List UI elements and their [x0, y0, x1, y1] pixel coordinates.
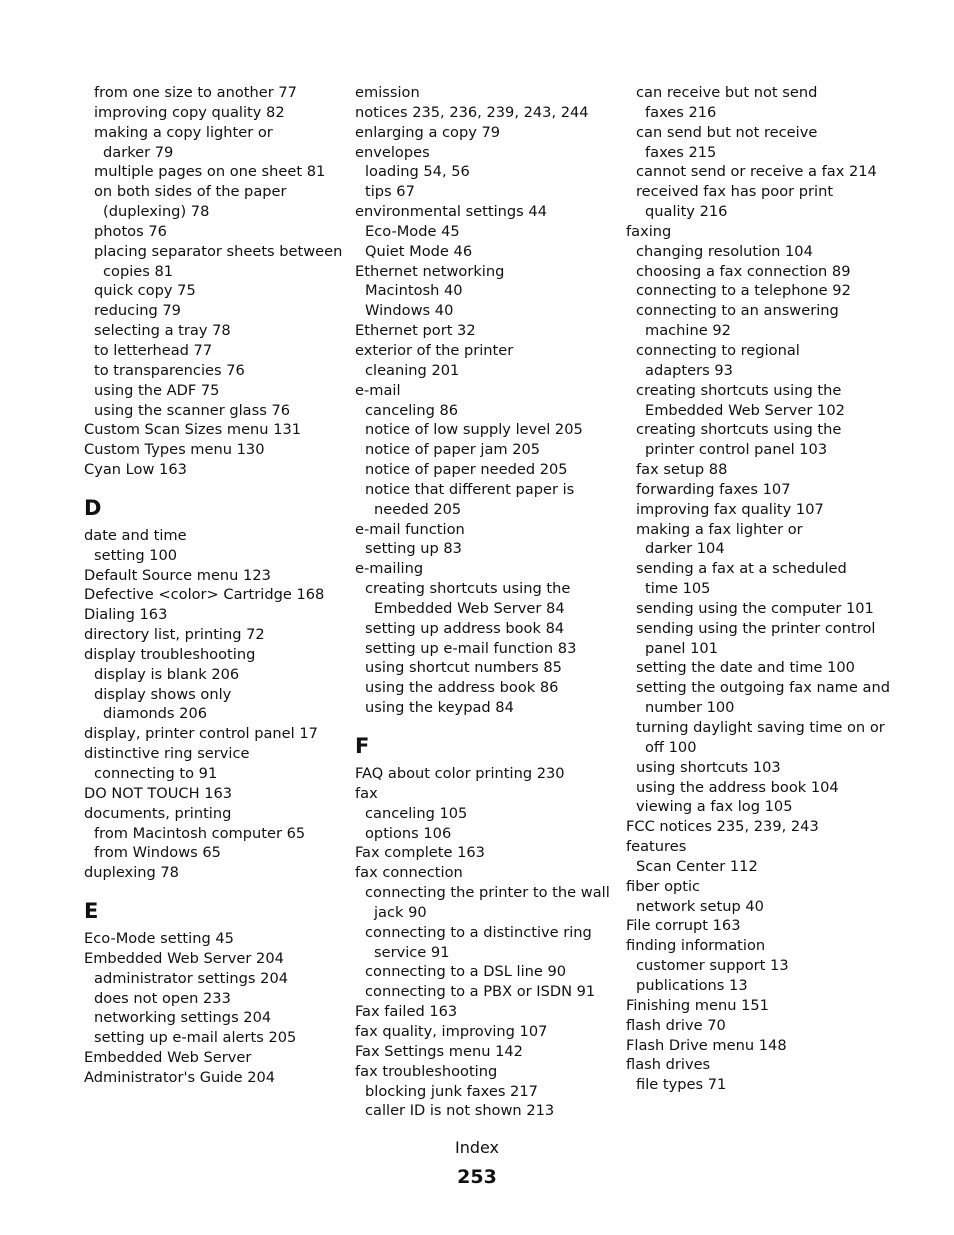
index-entry: Embedded Web Server 204: [84, 949, 284, 967]
index-subentry: choosing a fax connection 89: [636, 262, 851, 280]
index-subentry: cannot send or receive a fax 214: [636, 163, 877, 181]
index-subentry: from Windows 65: [94, 844, 221, 862]
index-subentry: administrator settings 204: [94, 969, 289, 987]
index-letter-heading: E: [84, 899, 99, 924]
index-subentry: notice of paper jam 205: [365, 441, 541, 459]
index-subentry: fax setup 88: [636, 461, 728, 479]
index-subentry: setting up e-mail alerts 205: [94, 1029, 297, 1047]
index-subentry: copies 81: [103, 262, 174, 280]
index-subentry: forwarding faxes 107: [636, 480, 791, 498]
index-subentry: Scan Center 112: [636, 857, 758, 875]
index-subentry: connecting to a PBX or ISDN 91: [365, 983, 596, 1001]
index-subentry: reducing 79: [94, 302, 181, 320]
index-subentry: using shortcut numbers 85: [365, 659, 562, 677]
index-subentry: viewing a fax log 105: [636, 798, 793, 816]
index-subentry: from one size to another 77: [94, 84, 297, 101]
index-subentry: options 106: [365, 824, 452, 842]
index-subentry: caller ID is not shown 213: [365, 1102, 555, 1120]
index-entry: display, printer control panel 17: [84, 725, 318, 743]
index-subentry: machine 92: [645, 322, 731, 340]
index-entry: Ethernet networking: [355, 262, 505, 280]
index-subentry: blocking junk faxes 217: [365, 1082, 538, 1100]
index-subentry: from Macintosh computer 65: [94, 824, 306, 842]
index-entry: Fax Settings menu 142: [355, 1042, 523, 1060]
index-subentry: loading 54, 56: [365, 163, 470, 181]
index-subentry: does not open 233: [94, 989, 231, 1007]
index-subentry: Eco-Mode 45: [365, 222, 460, 240]
index-subentry: changing resolution 104: [636, 242, 813, 260]
index-entry: flash drive 70: [626, 1016, 726, 1034]
index-subentry: adapters 93: [645, 361, 733, 379]
index-letter-heading: F: [355, 734, 370, 758]
index-entry: exterior of the printer: [355, 341, 514, 359]
index-entry: Ethernet port 32: [355, 322, 476, 340]
index-subentry: to transparencies 76: [94, 361, 245, 379]
index-subentry: tips 67: [365, 183, 415, 201]
index-subentry: number 100: [645, 699, 735, 717]
index-entry: Dialing 163: [84, 606, 168, 624]
index-subentry: Embedded Web Server 102: [645, 401, 845, 419]
index-entry: FAQ about color printing 230: [355, 765, 565, 782]
index-subentry: setting 100: [94, 546, 178, 564]
index-entry: e-mail: [355, 381, 401, 399]
index-subentry: connecting the printer to the wall: [365, 884, 610, 902]
index-subentry: connecting to an answering: [636, 302, 839, 320]
index-subentry: can receive but not send: [636, 84, 818, 101]
index-entry: e-mailing: [355, 560, 424, 578]
index-subentry: using the scanner glass 76: [94, 401, 291, 419]
index-subentry: to letterhead 77: [94, 341, 213, 359]
index-entry: Administrator's Guide 204: [84, 1068, 276, 1086]
page-number: 253: [457, 1166, 497, 1188]
index-subentry: notice that different paper is: [365, 480, 575, 498]
index-subentry: Windows 40: [365, 302, 454, 320]
index-subentry: connecting to a distinctive ring: [365, 923, 592, 941]
index-subentry: Quiet Mode 46: [365, 242, 473, 260]
index-subentry: connecting to regional: [636, 341, 800, 359]
index-entry: directory list, printing 72: [84, 626, 265, 644]
index-entry: date and time: [84, 526, 187, 544]
index-entry: Fax failed 163: [355, 1003, 458, 1021]
index-subentry: using the ADF 75: [94, 381, 220, 399]
index-subentry: publications 13: [636, 976, 748, 994]
index-subentry: notice of paper needed 205: [365, 461, 568, 479]
index-subentry: time 105: [645, 580, 711, 598]
index-subentry: setting the outgoing fax name and: [636, 679, 890, 697]
index-subentry: faxes 216: [645, 103, 717, 121]
index-entry: envelopes: [355, 143, 430, 161]
index-subentry: customer support 13: [636, 957, 789, 975]
index-subentry: connecting to a DSL line 90: [365, 963, 567, 981]
index-subentry: placing separator sheets between: [94, 242, 343, 260]
index-entry: documents, printing: [84, 804, 232, 822]
index-subentry: improving fax quality 107: [636, 500, 824, 518]
index-subentry: jack 90: [374, 903, 427, 921]
index-subentry: display shows only: [94, 685, 232, 703]
index-subentry: notice of low supply level 205: [365, 421, 583, 439]
index-subentry: setting up e-mail function 83: [365, 639, 577, 657]
index-subentry: service 91: [374, 943, 450, 961]
index-subentry: printer control panel 103: [645, 441, 828, 459]
index-entry: Cyan Low 163: [84, 461, 187, 479]
index-subentry: using shortcuts 103: [636, 758, 781, 776]
index-subentry: canceling 105: [365, 804, 468, 822]
index-subentry: display is blank 206: [94, 665, 240, 683]
index-entry: finding information: [626, 937, 766, 955]
index-subentry: connecting to 91: [94, 765, 218, 782]
index-subentry: setting the date and time 100: [636, 659, 855, 677]
index-subentry: networking settings 204: [94, 1009, 272, 1027]
index-entry: fax connection: [355, 864, 463, 882]
index-entry: Custom Scan Sizes menu 131: [84, 421, 302, 439]
index-entry: Finishing menu 151: [626, 996, 769, 1014]
index-entry: flash drives: [626, 1056, 711, 1074]
index-subentry: received fax has poor print: [636, 183, 834, 201]
index-subentry: darker 79: [103, 143, 174, 161]
index-column-2: [355, 83, 617, 1121]
index-subentry: cleaning 201: [365, 361, 460, 379]
index-subentry: creating shortcuts using the: [636, 381, 842, 399]
index-entry: Embedded Web Server: [84, 1049, 252, 1067]
index-subentry: using the address book 104: [636, 778, 839, 796]
index-subentry: using the address book 86: [365, 679, 559, 697]
index-entry: Flash Drive menu 148: [626, 1036, 787, 1054]
index-entry: fiber optic: [626, 877, 701, 895]
index-subentry: file types 71: [636, 1076, 727, 1094]
index-subentry: panel 101: [645, 639, 718, 657]
index-entry: e-mail function: [355, 520, 465, 538]
index-subentry: setting up address book 84: [365, 619, 565, 637]
index-subentry: needed 205: [374, 500, 462, 518]
index-subentry: canceling 86: [365, 401, 459, 419]
index-subentry: darker 104: [645, 540, 725, 558]
index-entry: Defective <color> Cartridge 168: [84, 586, 325, 604]
index-entry: fax troubleshooting: [355, 1062, 498, 1080]
index-entry: enlarging a copy 79: [355, 123, 501, 141]
index-subentry: network setup 40: [636, 897, 764, 915]
index-entry: distinctive ring service: [84, 745, 250, 763]
index-entry: Default Source menu 123: [84, 566, 271, 584]
index-subentry: using the keypad 84: [365, 699, 514, 717]
index-subentry: quick copy 75: [94, 282, 196, 300]
index-subentry: sending using the printer control: [636, 619, 876, 637]
index-subentry: can send but not receive: [636, 123, 818, 141]
index-entry: fax: [355, 784, 378, 802]
index-subentry: on both sides of the paper: [94, 183, 287, 201]
index-subentry: connecting to a telephone 92: [636, 282, 851, 300]
index-subentry: making a fax lighter or: [636, 520, 803, 538]
index-entry: faxing: [626, 222, 672, 240]
index-subentry: making a copy lighter or: [94, 123, 273, 141]
index-entry: DO NOT TOUCH 163: [84, 784, 233, 802]
index-letter-heading: D: [84, 495, 102, 520]
index-entry: features: [626, 838, 687, 856]
index-subentry: quality 216: [645, 203, 728, 221]
index-subentry: creating shortcuts using the: [636, 421, 842, 439]
index-subentry: Embedded Web Server 84: [374, 599, 565, 617]
index-subentry: photos 76: [94, 222, 167, 240]
index-subentry: turning daylight saving time on or: [636, 719, 885, 736]
index-entry: File corrupt 163: [626, 917, 741, 935]
index-subentry: (duplexing) 78: [103, 203, 210, 221]
index-subentry: faxes 215: [645, 143, 717, 161]
index-entry: FCC notices 235, 239, 243: [626, 818, 819, 836]
index-entry: notices 235, 236, 239, 243, 244: [355, 103, 589, 121]
index-column-3: [626, 83, 896, 1095]
index-entry: fax quality, improving 107: [355, 1022, 548, 1040]
index-subentry: diamonds 206: [103, 705, 208, 723]
index-entry: display troubleshooting: [84, 645, 256, 663]
index-entry: Eco-Mode setting 45: [84, 930, 234, 948]
index-subentry: creating shortcuts using the: [365, 580, 571, 598]
index-subentry: improving copy quality 82: [94, 103, 285, 121]
index-column-1: [84, 83, 346, 1088]
index-entry: duplexing 78: [84, 864, 179, 882]
index-subentry: sending using the computer 101: [636, 599, 874, 617]
index-entry: emission: [355, 84, 420, 101]
index-entry: Fax complete 163: [355, 844, 485, 862]
index-entry: environmental settings 44: [355, 203, 547, 221]
index-subentry: multiple pages on one sheet 81: [94, 163, 326, 181]
index-entry: Custom Types menu 130: [84, 441, 265, 459]
index-subentry: setting up 83: [365, 540, 462, 558]
index-subentry: selecting a tray 78: [94, 322, 231, 340]
index-subentry: sending a fax at a scheduled: [636, 560, 847, 578]
index-subentry: Macintosh 40: [365, 282, 463, 300]
footer-section-label: Index: [454, 1138, 500, 1157]
index-subentry: off 100: [645, 738, 697, 756]
